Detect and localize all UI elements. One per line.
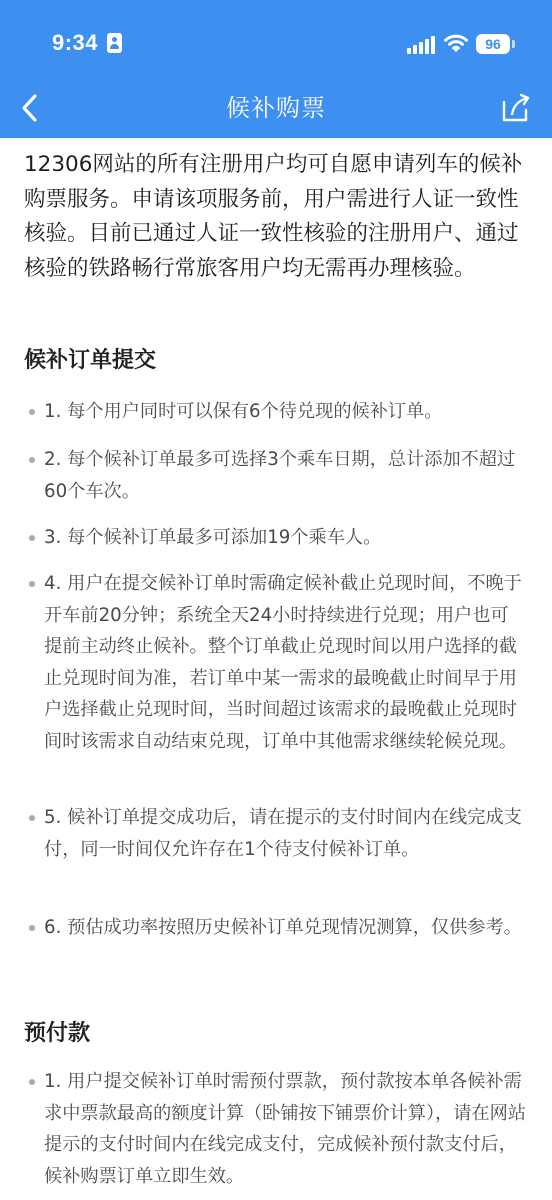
- wifi-icon: [444, 34, 468, 52]
- section-heading-submit: 候补订单提交: [24, 348, 157, 373]
- page-title: 候补购票: [226, 94, 326, 122]
- battery-icon: [476, 34, 510, 54]
- bullet-dot: [29, 409, 35, 415]
- list-item: [26, 396, 526, 428]
- list-item-text: 3. 每个候补订单最多可添加19个乘车人。: [44, 527, 382, 548]
- list-item-text: 4. 用户在提交候补订单时需确定候补截止兑现时间，不晚于开车前20分钟；系统全天24小时持续进行兑现；用户也可提前主动终止候补。整个订单截止兑现时间以用户选择的截止兑现时间为准，若订单中某一需求的最晚截止时间早于用户选择截止兑现时间，当时间超过该需求的最晚截止兑现时间时该需求自动结束兑现，订单中其他需求继续轮候兑现。: [44, 573, 522, 752]
- list-item: [26, 522, 526, 554]
- battery-level: 96: [485, 36, 501, 52]
- section-heading-prepayment: 预付款: [24, 1021, 91, 1046]
- bullet-dot: [29, 535, 35, 541]
- bullet-dot: [29, 457, 35, 463]
- list-item-text: 1. 每个用户同时可以保有6个待兑现的候补订单。: [44, 401, 443, 422]
- contact-card-icon: [107, 33, 122, 53]
- list-item: [26, 1066, 526, 1192]
- list-item-text: 6. 预估成功率按照历史候补订单兑现情况测算，仅供参考。: [44, 917, 522, 938]
- bullet-dot: [29, 815, 35, 821]
- list-item-text: 1. 用户提交候补订单时需预付票款，预付款按本单各候补需求中票款最高的额度计算（卧铺按下铺票价计算），请在网站提示的支付时间内在线完成支付，完成候补预付款支付后，候补购票订单立即生效。: [44, 1071, 526, 1187]
- bullet-dot: [29, 1079, 35, 1085]
- list-item-text: 5. 候补订单提交成功后，请在提示的支付时间内在线完成支付，同一时间仅允许存在1个待支付候补订单。: [44, 807, 522, 860]
- list-item: [26, 444, 526, 507]
- list-item: [26, 912, 526, 944]
- list-item: [26, 568, 526, 757]
- status-time: 9:34: [52, 30, 99, 55]
- bullet-dot: [29, 581, 35, 587]
- cellular-signal-icon: [407, 36, 435, 54]
- status-bar: [0, 0, 552, 90]
- share-icon[interactable]: [498, 90, 532, 126]
- bullet-dot: [29, 925, 35, 931]
- navigation-bar: [0, 82, 552, 138]
- list-item: [26, 802, 526, 865]
- list-item-text: 2. 每个候补订单最多可选择3个乘车日期，总计添加不超过60个车次。: [44, 449, 516, 502]
- top-bar: [0, 0, 552, 138]
- battery-tip: [512, 40, 515, 48]
- intro-paragraph: 12306网站的所有注册用户均可自愿申请列车的候补购票服务。申请该项服务前，用户需进行人证一致性核验。目前已通过人证一致性核验的注册用户、通过核验的铁路畅行常旅客用户均无需再办理核验。: [24, 152, 523, 281]
